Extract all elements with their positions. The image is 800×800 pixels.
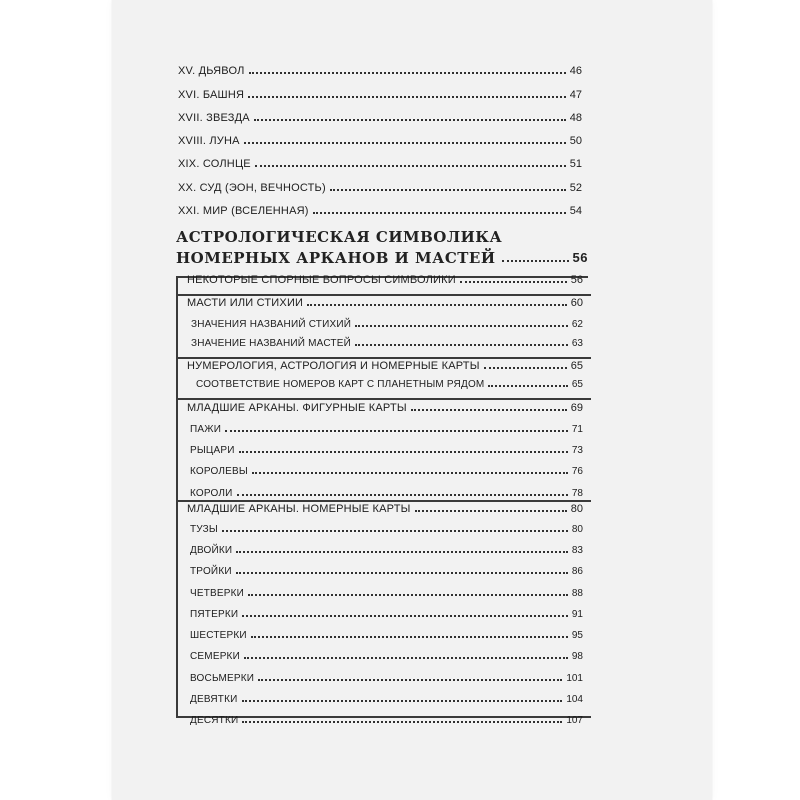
dot-leader xyxy=(225,430,568,432)
toc-page-number: 73 xyxy=(571,445,583,456)
toc-entry-title: КОРОЛЕВЫ xyxy=(190,466,248,477)
toc-page-number: 86 xyxy=(571,566,583,577)
dot-leader xyxy=(484,367,567,369)
toc-page-number: 46 xyxy=(569,65,582,77)
toc-page-number: 104 xyxy=(566,694,583,705)
toc-subentry xyxy=(190,673,583,684)
toc-entry xyxy=(187,402,583,414)
section-page-number: 56 xyxy=(572,250,588,265)
toc-entry xyxy=(178,182,582,194)
group-divider xyxy=(176,398,591,400)
toc-entry-title: ВОСЬМЕРКИ xyxy=(190,673,255,684)
toc-page-number: 91 xyxy=(571,609,583,620)
toc-entry xyxy=(187,297,583,309)
toc-entry xyxy=(187,360,583,372)
group-divider xyxy=(176,357,591,359)
toc-entry-title: ДВОЙКИ xyxy=(190,545,233,556)
toc-page-number: 83 xyxy=(571,545,583,556)
toc-subentry xyxy=(196,379,583,390)
toc-subentry xyxy=(191,338,583,349)
dot-leader xyxy=(248,96,566,98)
dot-leader xyxy=(502,260,569,262)
toc-entry-title: XX. СУД (ЭОН, ВЕЧНОСТЬ) xyxy=(178,182,326,194)
dot-leader xyxy=(237,494,568,496)
toc-entry xyxy=(178,135,582,147)
toc-page-number: 78 xyxy=(571,488,583,499)
toc-entry-title: XVIII. ЛУНА xyxy=(178,135,240,147)
toc-subentry xyxy=(190,545,583,556)
toc-subentry xyxy=(190,524,583,535)
toc-entry xyxy=(187,274,583,286)
toc-page-number: 107 xyxy=(566,715,583,726)
toc-entry-title: МЛАДШИЕ АРКАНЫ. ФИГУРНЫЕ КАРТЫ xyxy=(187,402,407,414)
dot-leader xyxy=(249,72,566,74)
toc-entry-title: НУМЕРОЛОГИЯ, АСТРОЛОГИЯ И НОМЕРНЫЕ КАРТЫ xyxy=(187,360,480,372)
toc-page-number: 62 xyxy=(571,319,583,330)
dot-leader xyxy=(254,119,566,121)
toc-entry-title: ПАЖИ xyxy=(190,424,222,435)
toc-entry-title: ТРОЙКИ xyxy=(190,566,232,577)
bracket-line xyxy=(176,276,178,716)
dot-leader xyxy=(355,325,568,327)
toc-page-number: 65 xyxy=(570,360,583,372)
dot-leader xyxy=(460,281,567,283)
dot-leader xyxy=(411,409,567,411)
dot-leader xyxy=(252,472,568,474)
dot-leader xyxy=(415,510,567,512)
dot-leader xyxy=(244,657,568,659)
toc-page-number: 47 xyxy=(569,89,582,101)
toc-entry-title: XVI. БАШНЯ xyxy=(178,89,245,101)
toc-page-number: 50 xyxy=(569,135,582,147)
toc-entry-title: ТУЗЫ xyxy=(190,524,218,535)
toc-page-number: 63 xyxy=(571,338,583,349)
toc-page-number: 60 xyxy=(570,297,583,309)
group-divider xyxy=(176,294,591,296)
toc-page-number: 56 xyxy=(570,274,583,286)
toc-page-number: 48 xyxy=(569,112,582,124)
toc-page-number: 88 xyxy=(571,588,583,599)
toc-page-number: 69 xyxy=(570,402,583,414)
toc-entry-title: СЕМЕРКИ xyxy=(190,651,240,662)
dot-leader xyxy=(239,451,568,453)
group-divider xyxy=(176,500,591,502)
toc-entry-title: XV. ДЬЯВОЛ xyxy=(178,65,245,77)
toc-page-number: 101 xyxy=(566,673,583,684)
toc-entry-title: ПЯТЕРКИ xyxy=(190,609,239,620)
dot-leader xyxy=(355,344,568,346)
dot-leader xyxy=(242,721,562,723)
toc-entry-title: МАСТИ ИЛИ СТИХИИ xyxy=(187,297,304,309)
dot-leader xyxy=(222,530,568,532)
toc-page-number: 76 xyxy=(571,466,583,477)
toc-entry-title: РЫЦАРИ xyxy=(190,445,235,456)
dot-leader xyxy=(248,594,568,596)
toc-subentry xyxy=(190,588,583,599)
toc-entry-title: XXI. МИР (ВСЕЛЕННАЯ) xyxy=(178,205,309,217)
toc-page-number: 80 xyxy=(571,524,583,535)
toc-entry xyxy=(187,503,583,515)
dot-leader xyxy=(251,636,568,638)
toc-subentry xyxy=(190,630,583,641)
toc-entry xyxy=(178,65,582,77)
toc-page-number: 95 xyxy=(571,630,583,641)
toc-page-number: 51 xyxy=(569,158,582,170)
section-title-line-1: АСТРОЛОГИЧЕСКАЯ СИМВОЛИКА xyxy=(176,228,503,246)
dot-leader xyxy=(244,142,566,144)
toc-entry-title: XIX. СОЛНЦЕ xyxy=(178,158,251,170)
toc-entry-title: ЗНАЧЕНИЕ НАЗВАНИЙ МАСТЕЙ xyxy=(191,338,351,349)
section-title-line-2-row xyxy=(176,249,588,267)
toc-page-number: 71 xyxy=(571,424,583,435)
toc-subentry xyxy=(190,466,583,477)
dot-leader xyxy=(236,551,568,553)
dot-leader xyxy=(255,165,566,167)
toc-subentry xyxy=(190,488,583,499)
toc-page-number: 98 xyxy=(571,651,583,662)
toc-entry-title: ДЕВЯТКИ xyxy=(190,694,238,705)
dot-leader xyxy=(242,615,568,617)
toc-subentry xyxy=(190,715,583,726)
toc-subentry xyxy=(190,694,583,705)
toc-entry xyxy=(178,89,582,101)
toc-entry-title: ШЕСТЕРКИ xyxy=(190,630,247,641)
toc-page-number: 80 xyxy=(570,503,583,515)
dot-leader xyxy=(242,700,563,702)
toc-entry-title: НЕКОТОРЫЕ СПОРНЫЕ ВОПРОСЫ СИМВОЛИКИ xyxy=(187,274,456,286)
toc-entry-title: ДЕСЯТКИ xyxy=(190,715,239,726)
dot-leader xyxy=(236,572,568,574)
toc-subentry xyxy=(190,424,583,435)
toc-entry-title: XVII. ЗВЕЗДА xyxy=(178,112,250,124)
toc-subentry xyxy=(191,319,583,330)
toc-page-number: 52 xyxy=(569,182,582,194)
toc-subentry xyxy=(190,566,583,577)
dot-leader xyxy=(313,212,566,214)
toc-entry-title: СООТВЕТСТВИЕ НОМЕРОВ КАРТ С ПЛАНЕТНЫМ РЯДОМ xyxy=(196,379,485,390)
toc-entry xyxy=(178,158,582,170)
toc-page-number: 54 xyxy=(569,205,582,217)
toc-entry-title: ЗНАЧЕНИЯ НАЗВАНИЙ СТИХИЙ xyxy=(191,319,352,330)
toc-entry-title: КОРОЛИ xyxy=(190,488,233,499)
toc-entry xyxy=(178,205,582,217)
toc-page-number: 65 xyxy=(571,379,583,390)
section-heading xyxy=(176,228,588,267)
toc-entry-title: МЛАДШИЕ АРКАНЫ. НОМЕРНЫЕ КАРТЫ xyxy=(187,503,411,515)
toc-entry xyxy=(178,112,582,124)
dot-leader xyxy=(330,189,566,191)
toc-entry-title: ЧЕТВЕРКИ xyxy=(190,588,245,599)
dot-leader xyxy=(488,385,567,387)
dot-leader xyxy=(307,304,567,306)
toc-subentry xyxy=(190,609,583,620)
dot-leader xyxy=(258,679,562,681)
section-title-line-2: НОМЕРНЫХ АРКАНОВ И МАСТЕЙ xyxy=(176,249,496,267)
toc-subentry xyxy=(190,651,583,662)
toc-subentry xyxy=(190,445,583,456)
